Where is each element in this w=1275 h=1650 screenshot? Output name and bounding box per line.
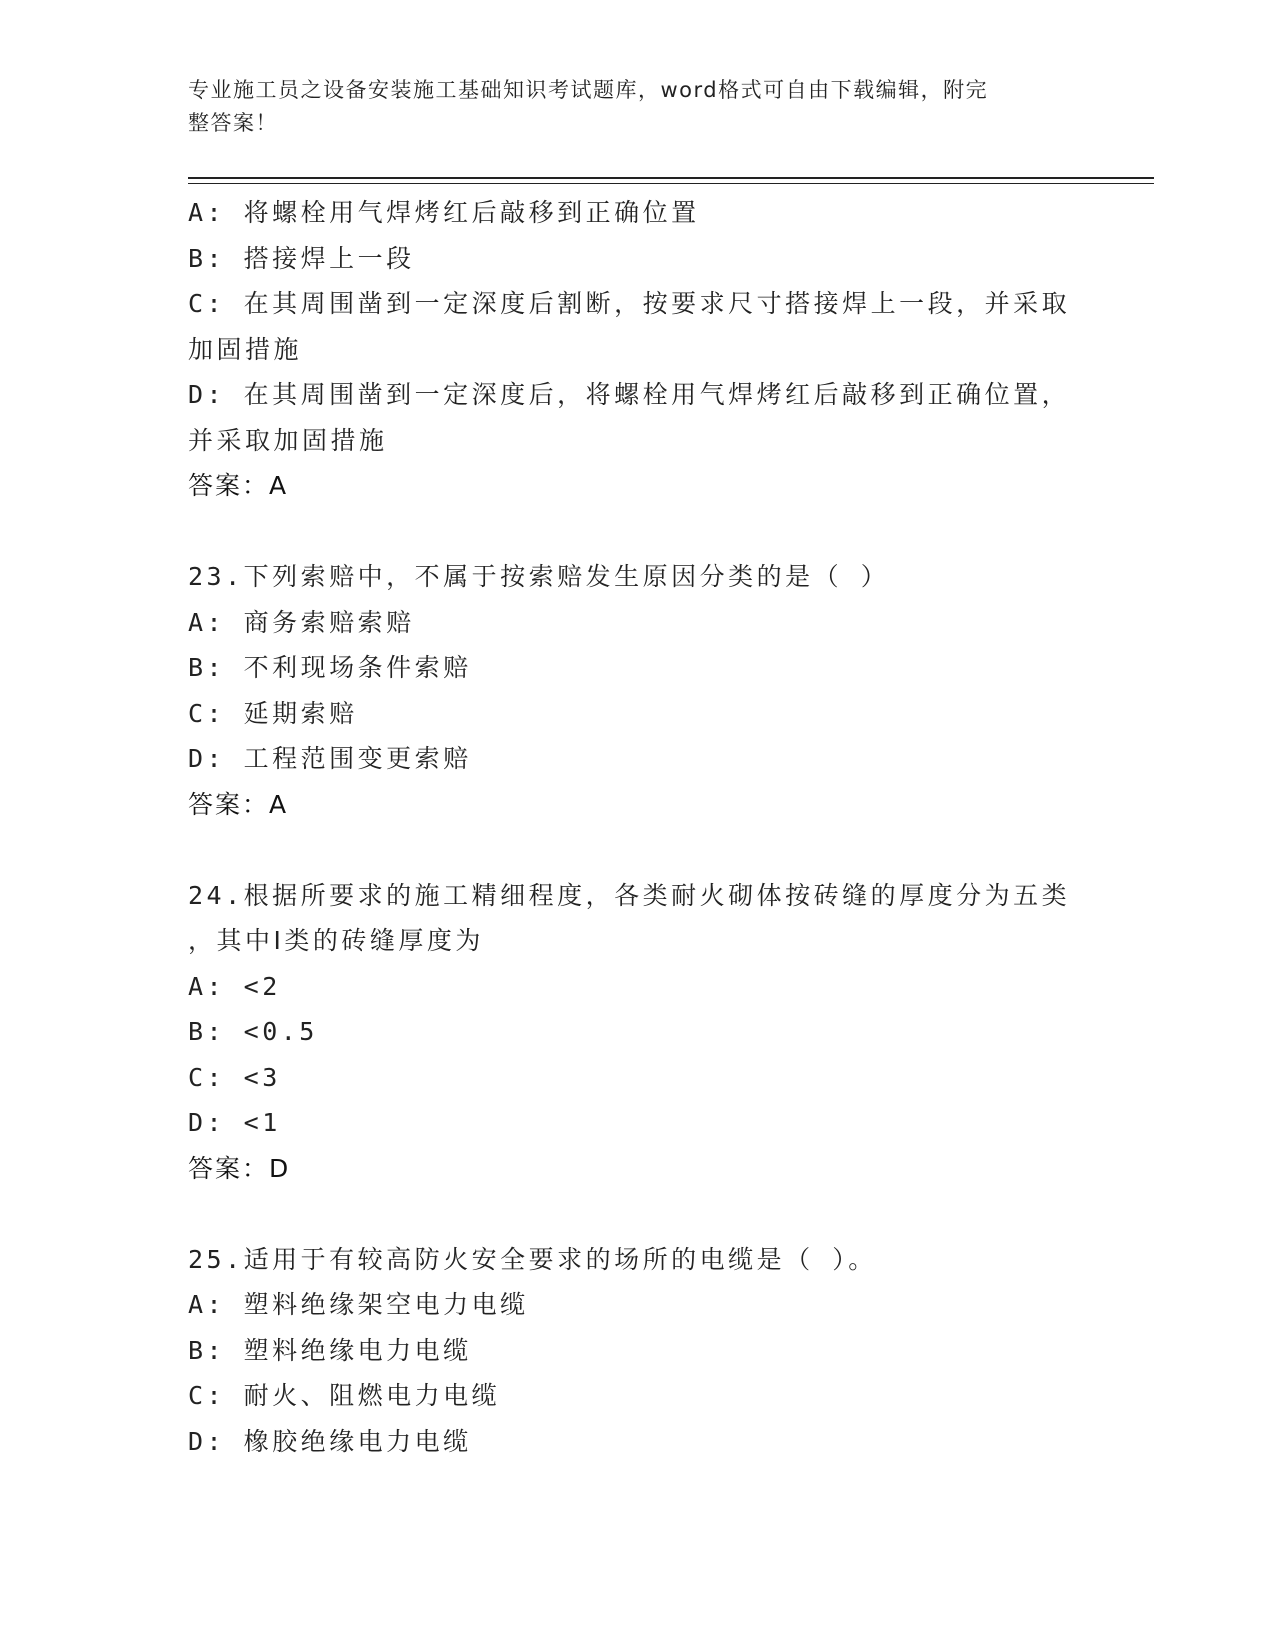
option-a: A: <2 bbox=[188, 971, 281, 1001]
option-a: A: 商务索赔索赔 bbox=[188, 607, 415, 637]
option-b: B: 塑料绝缘电力电缆 bbox=[188, 1335, 472, 1365]
spacer bbox=[188, 509, 1088, 555]
question-stem: 24.根据所要求的施工精细程度，各类耐火砌体按砖缝的厚度分为五类 bbox=[188, 880, 1071, 910]
option-c-continued: 加固措施 bbox=[188, 334, 303, 364]
question-23 bbox=[188, 554, 1088, 827]
option-b: B: <0.5 bbox=[188, 1017, 318, 1046]
question-24 bbox=[188, 873, 1088, 1192]
option-c: C: 耐火、阻燃电力电缆 bbox=[188, 1381, 501, 1410]
spacer bbox=[188, 1191, 1088, 1237]
option-b: B: 搭接焊上一段 bbox=[188, 243, 415, 273]
document-header bbox=[188, 74, 1068, 140]
answer: 答案：D bbox=[188, 1153, 291, 1183]
answer: 答案：A bbox=[188, 789, 289, 819]
option-c: C: <3 bbox=[188, 1062, 281, 1092]
header-line-1: 专业施工员之设备安装施工基础知识考试题库，word格式可自由下载编辑，附完 bbox=[188, 78, 989, 102]
option-d: D: 橡胶绝缘电力电缆 bbox=[188, 1426, 472, 1456]
question-stem-continued: ，其中Ⅰ类的砖缝厚度为 bbox=[188, 926, 484, 955]
question-stem: 25.适用于有较高防火安全要求的场所的电缆是（ ）。 bbox=[188, 1244, 877, 1274]
header-line-2: 整答案！ bbox=[188, 111, 278, 135]
option-b: B: 不利现场条件索赔 bbox=[188, 653, 472, 682]
question-22-continuation bbox=[188, 190, 1088, 509]
option-d: D: 工程范围变更索赔 bbox=[188, 744, 472, 773]
question-25 bbox=[188, 1237, 1088, 1465]
question-list bbox=[188, 190, 1088, 1464]
question-stem: 23.下列索赔中，不属于按索赔发生原因分类的是（ ） bbox=[188, 562, 890, 591]
option-c: C: 在其周围凿到一定深度后割断，按要求尺寸搭接焊上一段，并采取 bbox=[188, 289, 1071, 318]
header-divider-thin bbox=[188, 183, 1154, 184]
option-c: C: 延期索赔 bbox=[188, 698, 358, 728]
option-d: D: <1 bbox=[188, 1108, 281, 1137]
option-a: A: 将螺栓用气焊烤红后敲移到正确位置 bbox=[188, 198, 700, 227]
answer: 答案：A bbox=[188, 471, 289, 500]
option-a: A: 塑料绝缘架空电力电缆 bbox=[188, 1290, 529, 1319]
option-d: D: 在其周围凿到一定深度后，将螺栓用气焊烤红后敲移到正确位置， bbox=[188, 380, 1071, 409]
header-divider-thick bbox=[188, 177, 1154, 179]
option-d-continued: 并采取加固措施 bbox=[188, 425, 388, 455]
spacer bbox=[188, 827, 1088, 873]
